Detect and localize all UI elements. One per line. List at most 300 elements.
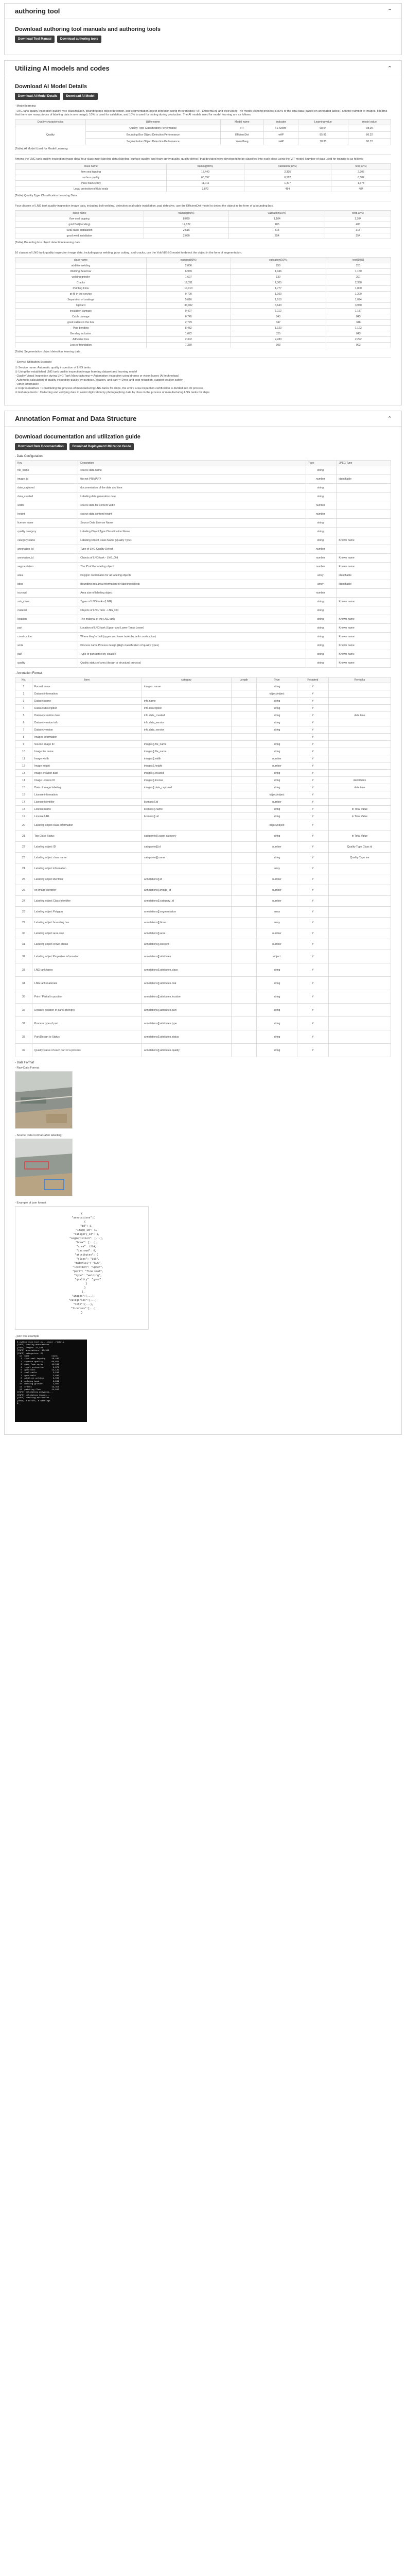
- table-cell: part: [15, 624, 78, 633]
- table-cell: [328, 874, 391, 885]
- table-cell: 5: [15, 712, 32, 719]
- table-row: [15, 820, 391, 831]
- raw-data-figure: [15, 1066, 391, 1129]
- table-cell: 34: [15, 977, 32, 990]
- table-row: [15, 726, 391, 734]
- table-cell: 22: [15, 842, 32, 853]
- table-cell: Y: [297, 698, 328, 705]
- table-cell: [337, 493, 391, 501]
- table-cell: string: [306, 624, 337, 633]
- table-cell: [231, 853, 257, 863]
- table-cell: Y: [297, 977, 328, 990]
- table-row: [15, 907, 391, 918]
- table-cell: 903: [231, 343, 326, 348]
- subsection-label: - Annotation Format: [15, 672, 42, 675]
- table-cell: Polygon coordinates for all labeling objects: [78, 571, 306, 580]
- table-row: [15, 928, 391, 939]
- table-cell: 32: [15, 950, 32, 963]
- table-cell: [231, 842, 257, 853]
- table-cell: annotations[].area: [142, 928, 231, 939]
- table-cell: array: [306, 580, 337, 589]
- table-cell: 7,339: [146, 343, 231, 348]
- table-cell: Images information: [32, 734, 142, 741]
- table-cell: [231, 777, 257, 784]
- table-cell: Image Licence ID: [32, 777, 142, 784]
- table-cell: Image height: [32, 762, 142, 770]
- table-cell: [231, 874, 257, 885]
- table-cell: [328, 863, 391, 874]
- table-cell: number: [257, 755, 297, 762]
- section-heading: Download documentation and utilization guide: [15, 434, 140, 440]
- table-cell: documentation of the date and time: [78, 484, 306, 493]
- table-cell: string: [257, 748, 297, 755]
- paragraph: - Model learning: [15, 105, 36, 108]
- table-cell: 3,950: [326, 303, 391, 309]
- table-cell: Labeling object Polygon: [32, 907, 142, 918]
- table-header: Type: [306, 461, 337, 466]
- table-row: [15, 719, 391, 726]
- table-cell: [231, 690, 257, 698]
- table-cell: [231, 939, 257, 950]
- table-row: [15, 563, 391, 571]
- table-cell: [231, 885, 257, 896]
- table-cell: 405: [325, 222, 391, 228]
- ai-models-section: [4, 60, 402, 405]
- chevron-up-icon[interactable]: ⌃: [387, 416, 392, 422]
- table-cell: [337, 606, 391, 615]
- table-cell: [231, 990, 257, 1004]
- section-title: Utilizing AI models and codes: [15, 64, 110, 72]
- table-header: training(80%): [146, 258, 231, 263]
- table-cell: 1,100: [231, 292, 326, 297]
- table-cell: 2: [15, 690, 32, 698]
- table-cell: Y: [297, 1030, 328, 1044]
- table-cell: 315: [229, 228, 325, 233]
- table-cell: info.data_version: [142, 719, 231, 726]
- table-cell: [231, 734, 257, 741]
- table-cell: [328, 762, 391, 770]
- table-cell: Y: [297, 918, 328, 928]
- table-cell: Dataset description: [32, 705, 142, 712]
- table-cell: 24: [15, 863, 32, 874]
- table-cell: 33: [15, 963, 32, 977]
- table-cell: Y: [297, 726, 328, 734]
- table-cell: Y: [297, 1004, 328, 1017]
- table-cell: Labeling object Class identifier: [32, 896, 142, 907]
- table-row: [15, 554, 391, 563]
- table-cell: images[].file_name: [142, 748, 231, 755]
- table-cell: string: [306, 598, 337, 606]
- table-cell: bbox: [15, 580, 78, 589]
- table-cell: Loss of foundation: [15, 343, 147, 348]
- annotation-format-section: [4, 411, 402, 1435]
- table-cell: string: [306, 519, 337, 528]
- table-cell: string: [257, 683, 297, 690]
- table-cell: Y: [297, 853, 328, 863]
- paragraph: - LNG tank quality inspection quality type classification, bounding box object detection, and segmentation object detection using three models: VIT, EfficientDet, and YoloV8seg The model learning process is 80% of the total data (based on annotated labels), and the number of images. It learns that there are many pieces of labeling data in one image). 10% is used for validation, and 10% is used for testing during production. The AI models used for model learning are as follows:: [15, 110, 387, 116]
- table-cell: [257, 734, 297, 741]
- table-row: [15, 874, 391, 885]
- table-cell: [328, 963, 391, 977]
- table-cell: [328, 770, 391, 777]
- table-cell: [142, 791, 231, 799]
- table-cell: 21: [15, 831, 32, 842]
- table-row: [15, 748, 391, 755]
- table-cell: string: [257, 990, 297, 1004]
- annotation-format-header[interactable]: [5, 411, 401, 427]
- table-row: [15, 222, 391, 228]
- table-caption: [Table] Segmentation object detection learning data: [15, 350, 81, 353]
- table-cell: number: [257, 928, 297, 939]
- paragraph: 16 classes of LNG tank quality inspection image data, including pour welding, pour cutting, and cracks, use the YoloV8SEG model to detect the object in the form of segmentation.: [15, 251, 242, 255]
- table-cell: [328, 896, 391, 907]
- table-cell: number: [257, 799, 297, 806]
- table-cell: VIT: [220, 125, 263, 132]
- table-cell: Dataset information: [32, 690, 142, 698]
- table-cell: Y: [297, 1017, 328, 1030]
- table-cell: Objects of LNG tank - LNG_Old: [78, 554, 306, 563]
- table-row: [15, 741, 391, 748]
- table-cell: license name: [15, 519, 78, 528]
- table-cell: file_name: [15, 466, 78, 475]
- table-cell: Known name: [337, 659, 391, 668]
- table-cell: licenses[].url: [142, 813, 231, 820]
- table-cell: [231, 907, 257, 918]
- table-row: [15, 863, 391, 874]
- table-cell: [328, 918, 391, 928]
- table-cell: images[].file_name: [142, 741, 231, 748]
- table-cell: 80.72: [348, 139, 391, 145]
- table-cell: [231, 813, 257, 820]
- table-header: model value: [348, 120, 391, 125]
- table-cell: info.description: [142, 705, 231, 712]
- table-cell: ori Image identifier: [32, 885, 142, 896]
- table-cell: 11: [15, 755, 32, 762]
- table-header: training(80%): [144, 211, 228, 216]
- table-row: [15, 309, 391, 314]
- table-cell: Area size of labeling object: [78, 589, 306, 598]
- table-cell: [328, 734, 391, 741]
- table-cell: [231, 963, 257, 977]
- subsection-label: - Data Format: [15, 1061, 34, 1064]
- download-authoring-tools-button[interactable]: Download authoring tools: [57, 36, 101, 43]
- table-cell: Labeling Object Class Name (Quality Type): [78, 536, 306, 545]
- table-header: class name: [15, 164, 167, 170]
- table-cell: images[].data_captured: [142, 784, 231, 791]
- table-cell: [231, 762, 257, 770]
- table-cell: [328, 1017, 391, 1030]
- table-caption: [Table] AI Model Used for Model Learning: [15, 147, 68, 150]
- table-cell: 1,800: [326, 286, 391, 292]
- table-cell: licenses[].id: [142, 799, 231, 806]
- table-cell: Image creation date: [32, 770, 142, 777]
- table-cell: object: [257, 950, 297, 963]
- table-row: [15, 799, 391, 806]
- table-cell: Y: [297, 762, 328, 770]
- table-cell: 86.32: [348, 132, 391, 139]
- table-cell: 85.92: [298, 132, 348, 139]
- table-row: [15, 990, 391, 1004]
- table-row: [15, 175, 391, 181]
- table-cell: annotations[].attributes.class: [142, 963, 231, 977]
- table-cell: 1,104: [229, 216, 325, 222]
- table-cell: date time: [328, 784, 391, 791]
- table-cell: Known name: [337, 615, 391, 624]
- table-cell: string: [257, 963, 297, 977]
- table-cell: [231, 1004, 257, 1017]
- table-cell: 1,200: [326, 292, 391, 297]
- table-cell: 2,305: [331, 170, 391, 175]
- table-row: [15, 633, 391, 641]
- table-row: [15, 939, 391, 950]
- table-cell: Y: [297, 777, 328, 784]
- table-cell: identifiable: [337, 580, 391, 589]
- table-cell: 9,700: [146, 292, 231, 297]
- labelled-data-figure: [15, 1134, 391, 1196]
- table-cell: 7: [15, 726, 32, 734]
- table-cell: [231, 896, 257, 907]
- paragraph: Four classes of LNG tank quality inspection image data, including bolt welding, detection seal cable installation, pad defective, use the EfficientDet model to detect the object in the form of a bounding box.: [15, 205, 274, 208]
- table-cell: 1,072: [146, 331, 231, 337]
- table-cell: The material of the LNG tank: [78, 615, 306, 624]
- table-cell: 12,122: [144, 222, 228, 228]
- table-cell: 18: [15, 806, 32, 813]
- table-row: [15, 698, 391, 705]
- table-cell: Y: [297, 842, 328, 853]
- table-cell: Y: [297, 939, 328, 950]
- table-cell: number: [306, 554, 337, 563]
- table-cell: 12: [15, 762, 32, 770]
- table-cell: 29: [15, 918, 32, 928]
- table-cell: 39: [15, 1044, 32, 1057]
- table-cell: [337, 528, 391, 536]
- download-tool-manual-button[interactable]: Download Tool Manual: [15, 36, 55, 43]
- table-cell: License information: [32, 791, 142, 799]
- table-cell: string: [257, 705, 297, 712]
- table-cell: [328, 698, 391, 705]
- section-title: Annotation Format and Data Structure: [15, 415, 137, 422]
- table-cell: 98.04: [298, 125, 348, 132]
- table-row: [15, 571, 391, 580]
- data-configuration-table: [15, 460, 391, 668]
- table-cell: 3,872: [167, 187, 244, 192]
- table-cell: [337, 510, 391, 519]
- table-cell: [142, 690, 231, 698]
- table-cell: 60,697: [167, 175, 244, 181]
- list-item: - Quality Visual Inspection during LNG Tank Manufacturing ⇒ Automation inspection using drones or vision lasers (AI technology): [15, 375, 180, 378]
- ai-models-header[interactable]: [5, 61, 401, 76]
- subsection-label: - Data Configuration: [15, 455, 43, 458]
- table-cell: [231, 698, 257, 705]
- table-cell: Y: [297, 928, 328, 939]
- table-cell: 325: [231, 331, 326, 337]
- table-cell: 1,010: [231, 297, 326, 303]
- table-cell: annotations[].attributes: [142, 950, 231, 963]
- table-cell: string: [306, 484, 337, 493]
- table-cell: images[].license: [142, 777, 231, 784]
- table-cell: Y: [297, 755, 328, 762]
- table-cell: Segmentation Object Detection Performance: [86, 139, 221, 145]
- table-cell: Y: [297, 950, 328, 963]
- table-cell: string: [306, 493, 337, 501]
- table-header: validation(10%): [229, 211, 325, 216]
- table-cell: number: [306, 563, 337, 571]
- table-cell: image_id: [15, 475, 78, 484]
- table-cell: Source Data License Name: [78, 519, 306, 528]
- table-cell: annotation_id: [15, 554, 78, 563]
- table-cell: 8,829: [144, 216, 228, 222]
- table-cell: Type of LNG Quality Defect: [78, 545, 306, 554]
- table-cell: good cables in the box: [15, 320, 147, 326]
- table-cell: License identifier: [32, 799, 142, 806]
- table-cell: Y: [297, 690, 328, 698]
- table-cell: 2,292: [326, 337, 391, 343]
- table-cell: 843: [326, 314, 391, 320]
- table-cell: categories[].id: [142, 842, 231, 853]
- table-row: [15, 705, 391, 712]
- download-utilization-guide-button[interactable]: Download Deployment Utilization Guide: [69, 443, 134, 450]
- table-row: [15, 690, 391, 698]
- table-row: [15, 269, 391, 275]
- table-cell: sub_class: [15, 598, 78, 606]
- table-cell: [231, 683, 257, 690]
- raw-image-thumbnail: [15, 1071, 73, 1129]
- table-cell: string: [306, 659, 337, 668]
- table-cell: annotations[].iscrowd: [142, 939, 231, 950]
- table-cell: quality category: [15, 528, 78, 536]
- table-cell: 9: [15, 741, 32, 748]
- table-cell: [328, 1044, 391, 1057]
- table-cell: data_created: [15, 493, 78, 501]
- table-cell: LNG tank materials: [32, 977, 142, 990]
- table-cell: Y: [297, 963, 328, 977]
- table-cell: [328, 755, 391, 762]
- table-cell: 1,123: [231, 326, 326, 331]
- table-cell: Pass foam spray: [15, 181, 167, 187]
- table-cell: Y: [297, 784, 328, 791]
- table-cell: annotations[].attributes.quality: [142, 1044, 231, 1057]
- download-ai-model-details-button[interactable]: Download AI Model Details: [15, 93, 60, 100]
- table-cell: string: [257, 712, 297, 719]
- table-row: [15, 784, 391, 791]
- table-cell: [328, 748, 391, 755]
- table-cell: string: [257, 1030, 297, 1044]
- table-cell: licenses[].name: [142, 806, 231, 813]
- table-cell: [328, 990, 391, 1004]
- table-header: JPEG Type: [337, 461, 391, 466]
- table-cell: 347: [231, 320, 326, 326]
- table-cell: Quality Type Classification Performance: [86, 125, 221, 132]
- table-cell: 250: [231, 263, 326, 269]
- table-header: class name: [15, 258, 147, 263]
- table-cell: [337, 589, 391, 598]
- figure-label: - Source Data Format (after labelling): [15, 1134, 63, 1137]
- table-cell: 9,407: [146, 309, 231, 314]
- table-row: [15, 216, 391, 222]
- table-cell: string: [306, 606, 337, 615]
- table-cell: string: [306, 641, 337, 650]
- table-cell: [231, 918, 257, 928]
- table-cell: work: [15, 641, 78, 650]
- table-cell: string: [257, 719, 297, 726]
- table-cell: area: [15, 571, 78, 580]
- table-row: [15, 280, 391, 286]
- table-cell: 14,013: [146, 286, 231, 292]
- download-ai-model-button[interactable]: Download AI Model: [63, 93, 97, 100]
- table-row: [15, 777, 391, 784]
- table-cell: additive welding: [15, 263, 147, 269]
- table-cell: Y: [297, 683, 328, 690]
- table-caption: [Table] Bounding box object detection learning data: [15, 241, 80, 244]
- table-cell: info.date_created: [142, 712, 231, 719]
- table-cell: Dataset name: [32, 698, 142, 705]
- table-cell: 1,187: [326, 309, 391, 314]
- chevron-up-icon[interactable]: ⌃: [387, 65, 392, 72]
- table-row: [15, 624, 391, 633]
- table-row: [15, 297, 391, 303]
- table-row: [15, 228, 391, 233]
- table-header: class name: [15, 211, 144, 216]
- table-cell: Labeling object Properties information: [32, 950, 142, 963]
- table-cell: 10: [15, 748, 32, 755]
- table-cell: 1,377: [244, 181, 331, 187]
- download-data-documentation-button[interactable]: Download Data Documentation: [15, 443, 67, 450]
- table-cell: Labeling object identifier: [32, 874, 142, 885]
- table-row: [15, 170, 391, 175]
- table-row: [15, 842, 391, 853]
- table-cell: annotations[].bbox: [142, 918, 231, 928]
- table-cell: Separation of coatings: [15, 297, 147, 303]
- table-cell: 28: [15, 907, 32, 918]
- table-row: [15, 977, 391, 990]
- list-item: - Automatic calculation of quality inspection quality by purpose, location, and part ⇒ Drive and cost reduction, support weaker safety: [15, 379, 183, 382]
- table-cell: Labeling object bounding box: [32, 918, 142, 928]
- table-cell: [142, 863, 231, 874]
- table-cell: Process name Process design (High classification of quality types): [78, 641, 306, 650]
- table-cell: Labeling Object Type Classification Name: [78, 528, 306, 536]
- section-heading: Download authoring tool manuals and authoring tools: [15, 26, 161, 32]
- table-cell: [328, 950, 391, 963]
- table-row: [15, 589, 391, 598]
- table-cell: F1 Score: [263, 125, 298, 132]
- table-cell: 130: [231, 275, 326, 280]
- table-header: Indicator: [263, 120, 298, 125]
- table-cell: 26: [15, 885, 32, 896]
- table-cell: Dataset version info: [32, 719, 142, 726]
- table-cell: Process type of part: [32, 1017, 142, 1030]
- authoring-tool-section: [4, 3, 402, 55]
- table-cell: Quality status of area (design or structural process): [78, 659, 306, 668]
- table-cell: number: [257, 874, 297, 885]
- table-cell: [231, 712, 257, 719]
- table-cell: Y: [297, 748, 328, 755]
- table-header: Item: [32, 677, 142, 683]
- table-cell: Quality: [15, 125, 86, 145]
- table-cell: 484: [244, 187, 331, 192]
- table-cell: source data name: [78, 466, 306, 475]
- table-cell: Labeling object area size: [32, 928, 142, 939]
- table-row: [15, 598, 391, 606]
- authoring-tool-header[interactable]: [5, 4, 401, 19]
- list-item: ② Using the established LNG tank quality inspection image learning dataset and learning model: [15, 370, 137, 374]
- chevron-up-icon[interactable]: ⌃: [387, 8, 392, 14]
- table-cell: mAP: [263, 139, 298, 145]
- table-cell: string: [257, 741, 297, 748]
- table-row: [15, 493, 391, 501]
- table-header: Description: [78, 461, 306, 466]
- table-cell: welding grinder: [15, 275, 147, 280]
- table-cell: [337, 466, 391, 475]
